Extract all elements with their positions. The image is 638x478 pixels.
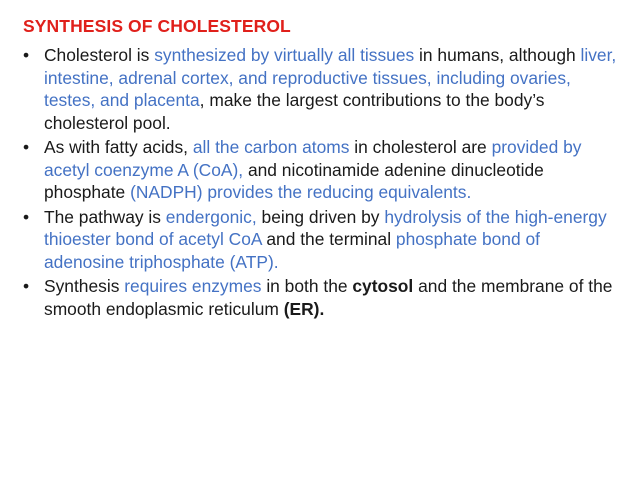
bullet-text-segment: in humans, although [414, 45, 581, 65]
bullet-item [23, 136, 623, 204]
bullet-item [23, 275, 623, 320]
bullet-text-segment: cytosol [352, 276, 414, 296]
bullet-text-segment: As with fatty acids, [44, 137, 193, 157]
bullet-text-segment: in both the [261, 276, 353, 296]
bullet-text-segment: all the carbon atoms [192, 137, 350, 157]
bullet-text-segment: requires enzymes [124, 276, 262, 296]
bullet-text-segment: (NADPH) provides the reducing equivalents. [130, 182, 472, 202]
bullet-text-segment: Synthesis [44, 276, 125, 296]
bullet-text-segment: and the membrane of the smooth endoplasmic reticulum [44, 276, 613, 319]
bullet-text-segment: and the terminal [261, 229, 396, 249]
bullet-text-segment: (ER). [283, 298, 325, 319]
bullet-text-segment: and nicotinamide adenine dinucleotide phosphate [44, 159, 544, 202]
bullet-text-segment: provided by acetyl coenzyme A (CoA), [44, 137, 582, 180]
bullet-marker: • [23, 276, 30, 296]
bullet-text-segment: synthesized by virtually all tissues [154, 45, 415, 65]
bullet-text-segment: in cholesterol are [349, 137, 492, 157]
slide-title: SYNTHESIS OF CHOLESTEROL [23, 16, 291, 36]
bullet-text-segment: , make the largest contributions to the body’s cholesterol pool. [44, 90, 545, 133]
bullet-marker: • [23, 206, 30, 227]
bullet-marker: • [23, 137, 30, 157]
bullet-text-segment: being driven by [256, 206, 385, 227]
bullet-item [23, 44, 623, 134]
bullet-list [23, 44, 623, 322]
bullet-text-segment: The pathway is [44, 206, 166, 227]
bullet-marker: • [23, 45, 30, 65]
bullet-text-segment: liver, intestine, adrenal cortex, and reproductive tissues, including ovaries, testes, and placenta [44, 45, 617, 110]
bullet-text-segment: Cholesterol is [44, 45, 155, 65]
bullet-text-segment: endergonic, [165, 206, 257, 227]
bullet-item [23, 206, 623, 274]
bullet-text-segment: hydrolysis of the high-energy thioester bond of acetyl CoA [44, 206, 607, 249]
bullet-text-segment: phosphate bond of adenosine triphosphate (ATP). [44, 229, 540, 272]
